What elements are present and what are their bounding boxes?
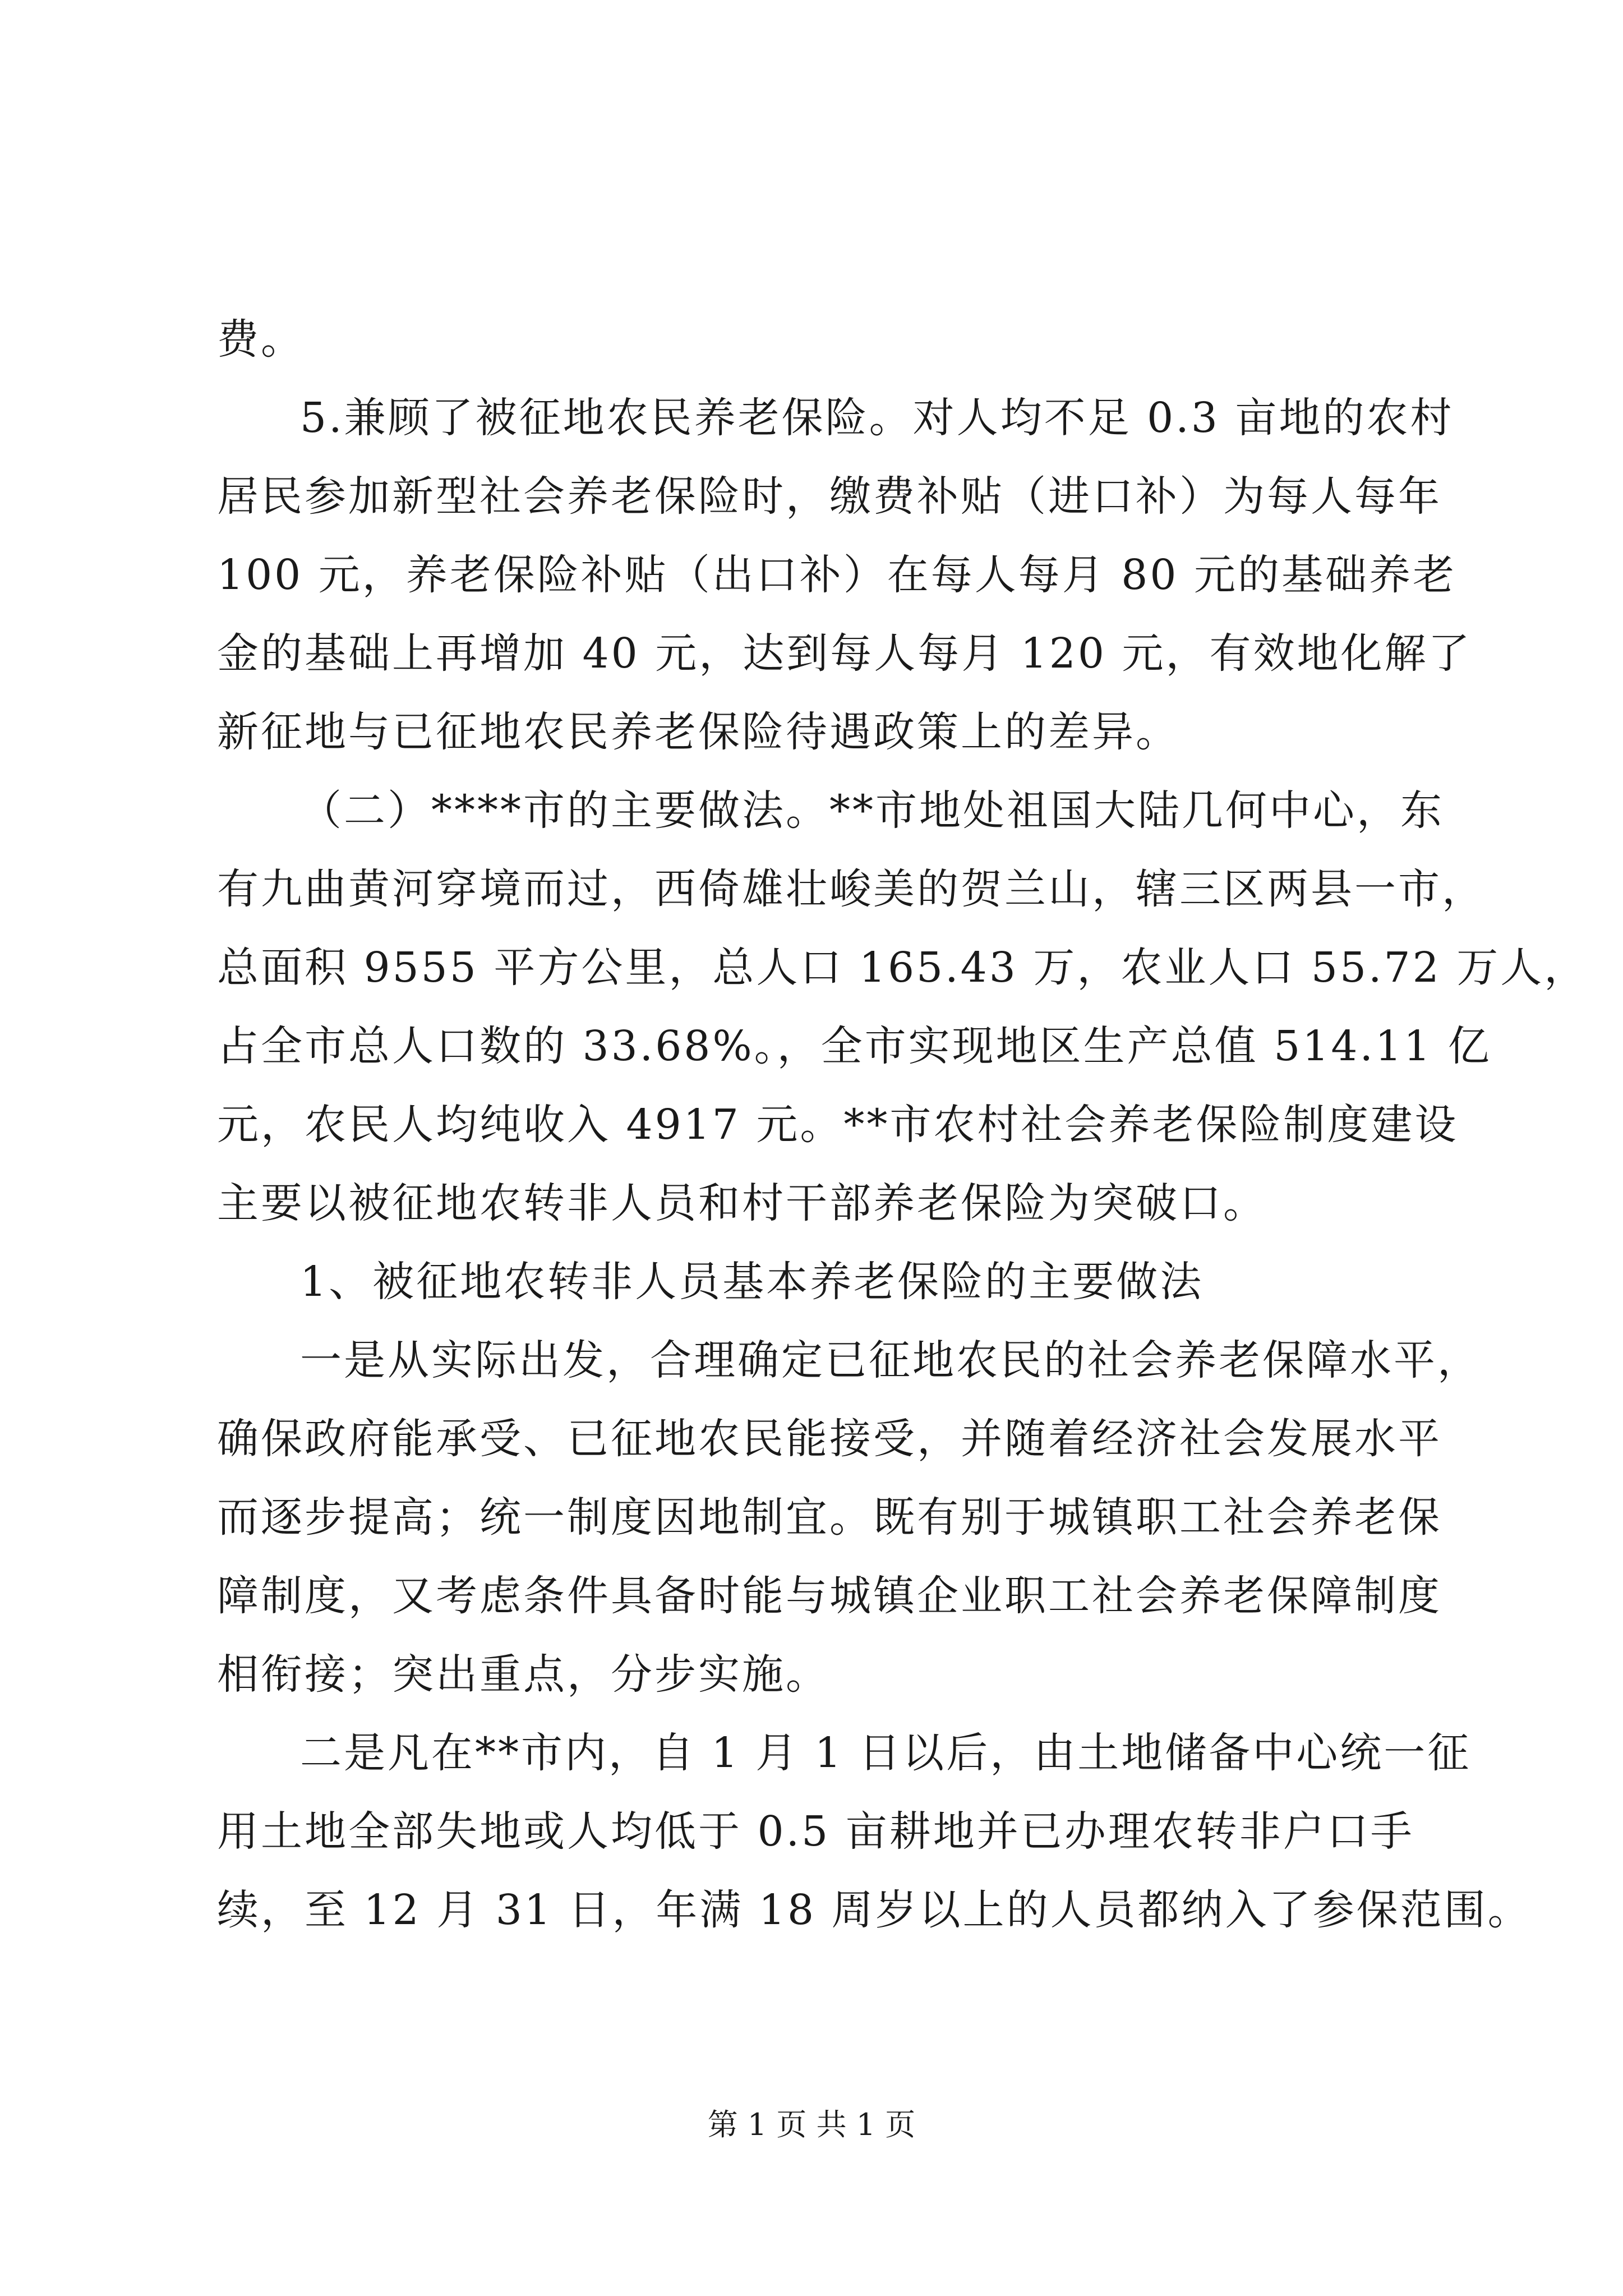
text-line: 障制度，又考虑条件具备时能与城镇企业职工社会养老保障制度 bbox=[217, 1572, 1442, 1620]
text-line: 主要以被征地农转非人员和村干部养老保险为突破口。 bbox=[217, 1179, 1267, 1227]
text-line: 占全市总人口数的 33.68%。，全市实现地区生产总值 514.11 亿 bbox=[217, 1022, 1492, 1070]
text-line: 确保政府能承受、已征地农民能接受，并随着经济社会发展水平 bbox=[217, 1415, 1442, 1463]
text-line: 居民参加新型社会养老保险时，缴费补贴（进口补）为每人每年 bbox=[217, 472, 1442, 521]
text-line: 总面积 9555 平方公里，总人口 165.43 万，农业人口 55.72 万人， bbox=[217, 944, 1588, 992]
text-line: 一是从实际出发，合理确定已征地农民的社会养老保障水平， bbox=[300, 1336, 1481, 1384]
text-line: 金的基础上再增加 40 元，达到每人每月 120 元，有效地化解了 bbox=[217, 629, 1472, 678]
text-line: 新征地与已征地农民养老保险待遇政策上的差异。 bbox=[217, 708, 1179, 756]
text-line: 二是凡在**市内，自 1 月 1 日以后，由土地储备中心统一征 bbox=[300, 1729, 1472, 1777]
text-line: 100 元，养老保险补贴（出口补）在每人每月 80 元的基础养老 bbox=[217, 551, 1456, 599]
text-line: 相衔接；突出重点，分步实施。 bbox=[217, 1650, 829, 1699]
text-line: 5.兼顾了被征地农民养老保险。对人均不足 0.3 亩地的农村 bbox=[300, 394, 1454, 442]
section-heading: 1、被征地农转非人员基本养老保险的主要做法 bbox=[300, 1258, 1204, 1306]
text-line: 续，至 12 月 31 日，年满 18 周岁以上的人员都纳入了参保范围。 bbox=[217, 1886, 1532, 1934]
text-line: 费。 bbox=[217, 315, 305, 364]
text-line: 而逐步提高；统一制度因地制宜。既有别于城镇职工社会养老保 bbox=[217, 1493, 1442, 1542]
text-line: 元，农民人均纯收入 4917 元。**市农村社会养老保险制度建设 bbox=[217, 1101, 1459, 1149]
text-line: （二）****市的主要做法。**市地处祖国大陆几何中心，东 bbox=[300, 786, 1444, 835]
text-line: 用土地全部失地或人均低于 0.5 亩耕地并已办理农转非户口手 bbox=[217, 1807, 1414, 1856]
text-line: 有九曲黄河穿境而过，西倚雄壮峻美的贺兰山，辖三区两县一市， bbox=[217, 865, 1486, 913]
page-number-footer: 第 1 页 共 1 页 bbox=[707, 2107, 916, 2142]
